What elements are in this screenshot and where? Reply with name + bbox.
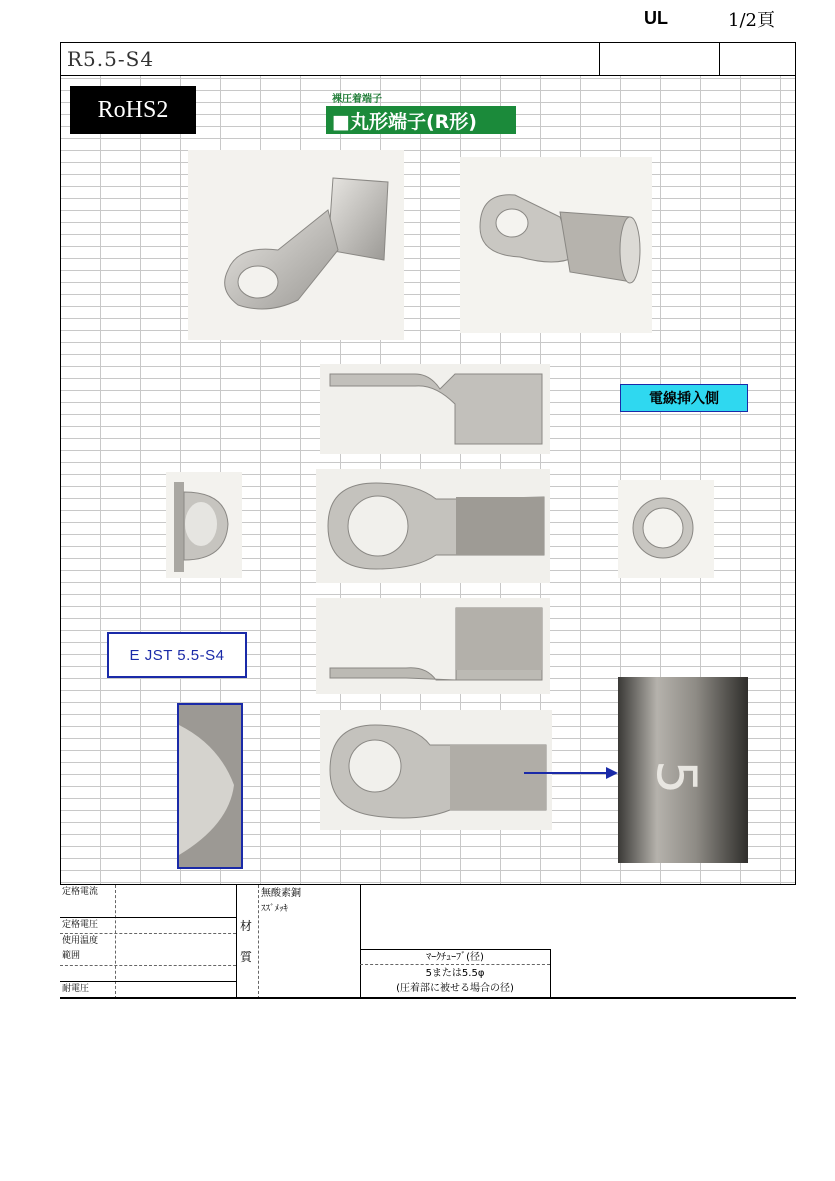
series-category: 裸圧着端子: [332, 94, 382, 105]
terminal-photo-side-top: [320, 364, 550, 454]
marking-label: E JST 5.5-S4: [107, 632, 247, 678]
rohs-badge: RoHS2: [70, 86, 196, 134]
rated-current-label: 定格電流: [62, 887, 99, 897]
mark-tube-note: (圧着部に被せる場合の径): [396, 983, 514, 994]
table-rule: [360, 949, 550, 950]
part-number: R5.5-S4: [67, 47, 155, 71]
terminal-photo-marked: [320, 710, 552, 830]
svg-text:5: 5: [645, 760, 708, 795]
series-title: ■丸形端子(R形): [326, 106, 516, 134]
plating-value: ｽｽﾞﾒｯｷ: [261, 904, 289, 914]
terminal-photo-side-bottom: [316, 598, 550, 694]
rated-voltage-label: 定格電圧: [62, 920, 99, 930]
header-divider: [719, 43, 720, 75]
terminal-photo-angled-right: [460, 157, 652, 333]
mark-tube-header: ﾏｰｸﾁｭｰﾌﾞ(径): [426, 952, 484, 963]
material-value: 無酸素銅: [261, 888, 301, 899]
standard-label: UL: [644, 8, 668, 28]
stamp-closeup: [618, 677, 748, 863]
page-number: 1/2頁: [728, 10, 775, 31]
marking-closeup: [177, 703, 243, 869]
terminal-photo-top: [316, 469, 550, 583]
table-rule: [60, 997, 796, 999]
spec-table: [60, 884, 796, 999]
arrow-icon: [522, 765, 618, 781]
material-label-1: 材: [240, 919, 253, 933]
table-rule: [60, 965, 236, 966]
material-label-2: 質: [240, 950, 253, 964]
withstand-voltage-label: 耐電圧: [62, 984, 90, 994]
table-divider: [236, 885, 237, 999]
wire-insertion-label: 電線挿入側: [620, 384, 748, 412]
table-rule: [360, 964, 550, 965]
mark-tube-value: 5または5.5φ: [425, 968, 485, 979]
temp-range-label-2: 範囲: [62, 951, 81, 961]
header-bar: [60, 42, 796, 76]
temp-range-label-1: 使用温度: [62, 936, 99, 946]
terminal-photo-end-left: [166, 472, 242, 578]
header-divider: [599, 43, 600, 75]
terminal-photo-angled-left: [188, 150, 404, 340]
terminal-photo-end-right: [618, 480, 714, 578]
table-divider: [258, 885, 259, 999]
table-divider: [550, 949, 551, 999]
